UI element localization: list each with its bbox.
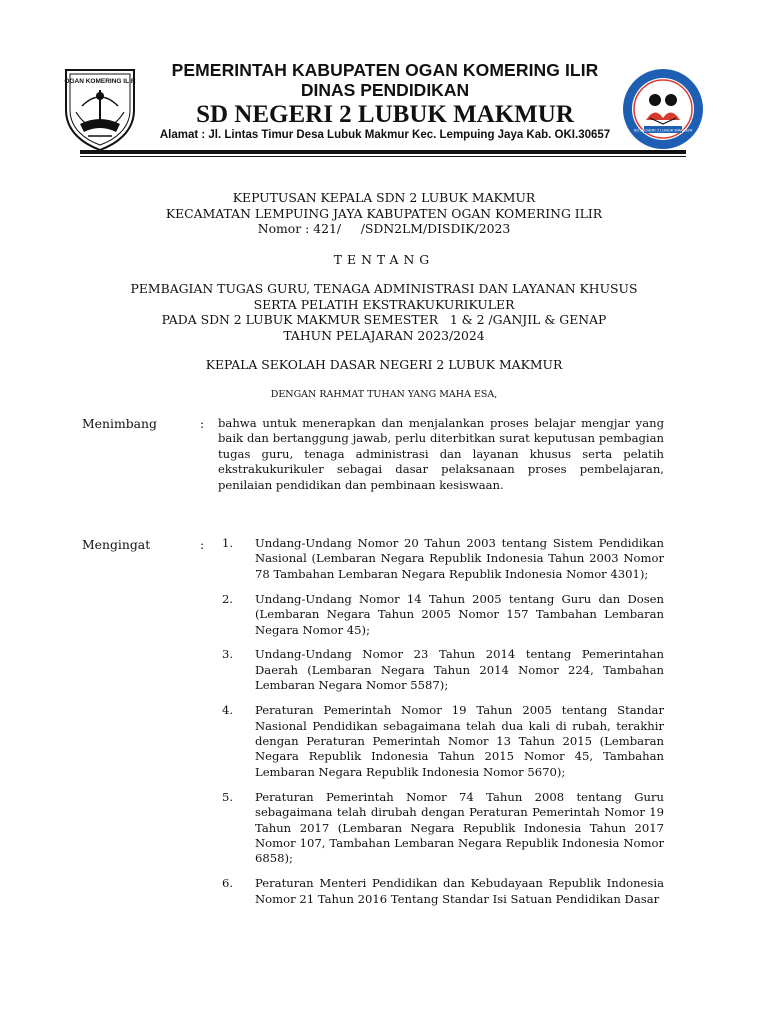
- list-item-text: Undang-Undang Nomor 14 Tahun 2005 tentang Guru dan Dosen (Lembaran Negara Tahun 2005 Nomor 157 Tambahan Lembaran Negara Nomor 45);: [255, 591, 664, 637]
- school-address: Alamat : Jl. Lintas Timur Desa Lubuk Makmur Kec. Lempuing Jaya Kab. OKI.30657: [159, 129, 611, 141]
- letterhead-rule-thin: [80, 156, 686, 157]
- svg-text:SD NEGERI 2 LUBUK MAKMUR: SD NEGERI 2 LUBUK MAKMUR: [633, 127, 693, 133]
- list-item-number: 4.: [222, 703, 234, 718]
- decree-title: [60, 190, 708, 237]
- list-item: [218, 876, 664, 907]
- government-name: PEMERINTAH KABUPATEN OGAN KOMERING ILIR: [171, 60, 599, 80]
- school-emblem-logo: [620, 66, 706, 152]
- mengingat-colon: :: [200, 537, 205, 552]
- list-item: [218, 592, 664, 638]
- letterhead: [0, 0, 768, 160]
- list-item-number: 5.: [222, 789, 234, 804]
- decree-subject-line4: TAHUN PELAJARAN 2023/2024: [283, 327, 485, 343]
- mengingat-list: [218, 536, 664, 917]
- list-item-number: 2.: [222, 591, 234, 606]
- headmaster-heading: KEPALA SEKOLAH DASAR NEGERI 2 LUBUK MAKMUR: [205, 357, 563, 372]
- blessing-line: DENGAN RAHMAT TUHAN YANG MAHA ESA,: [270, 389, 498, 400]
- list-item-number: 6.: [222, 876, 234, 891]
- decree-subject-line2: SERTA PELATIH EKSTRAKUKURIKULER: [253, 296, 515, 312]
- letterhead-rule-thick: [80, 150, 686, 154]
- menimbang-colon: :: [200, 416, 205, 431]
- list-item-number: 3.: [222, 647, 234, 662]
- svg-text:OGAN KOMERING ILIR: OGAN KOMERING ILIR: [64, 78, 136, 85]
- decree-title-line2: KECAMATAN LEMPUING JAYA KABUPATEN OGAN KOMERING ILIR: [165, 205, 603, 221]
- list-item-text: Undang-Undang Nomor 20 Tahun 2003 tentang Sistem Pendidikan Nasional (Lembaran Negara Republik Indonesia Tahun 2003 Nomor 78 Tambahan Lembaran Negara Republik Indonesia Nomor 4301);: [255, 536, 664, 581]
- regency-crest-logo: [60, 66, 140, 152]
- tentang-heading: TENTANG: [333, 252, 435, 267]
- department-name: DINAS PENDIDIKAN: [300, 80, 470, 100]
- school-name: SD NEGERI 2 LUBUK MAKMUR: [196, 101, 574, 128]
- menimbang-label: Menimbang: [82, 416, 157, 431]
- list-item-text: Undang-Undang Nomor 23 Tahun 2014 tentang Pemerintahan Daerah (Lembaran Negara Tahun 2014 Nomor 224, Tambahan Lembaran Negara Nomor 5587);: [255, 647, 664, 693]
- list-item: [218, 647, 664, 693]
- list-item-text: Peraturan Menteri Pendidikan dan Kebudayaan Republik Indonesia Nomor 21 Tahun 2016 Tentang Standar Isi Satuan Pendidikan Dasar: [255, 876, 664, 906]
- list-item-text: Peraturan Pemerintah Nomor 19 Tahun 2005 tentang Standar Nasional Pendidikan sebagaimana telah dua kali di rubah, terakhir dengan Peraturan Pemerintah Nomor 13 Tahun 2015 (Lembaran Negara Republik Indonesia Tahun 2015 Nomor 45, Tambahan Lembaran Negara Republik Indonesia Nomor 5670);: [255, 703, 664, 779]
- list-item: [218, 790, 664, 867]
- decree-number: Nomor : 421/ /SDN2LM/DISDIK/2023: [257, 221, 511, 236]
- decree-subject-line3: PADA SDN 2 LUBUK MAKMUR SEMESTER 1 & 2 /GANJIL & GENAP: [161, 312, 607, 327]
- decree-title-line1: KEPUTUSAN KEPALA SDN 2 LUBUK MAKMUR: [232, 190, 536, 205]
- decree-subject: [60, 281, 708, 343]
- list-item: [218, 536, 664, 582]
- decree-subject-line1: PEMBAGIAN TUGAS GURU, TENAGA ADMINISTRASI DAN LAYANAN KHUSUS: [130, 281, 638, 296]
- menimbang-text: bahwa untuk menerapkan dan menjalankan proses belajar mengjar yang baik dan bertanggung jawab, perlu diterbitkan surat keputusan pembagian tugas guru, tenaga administrasi dan layanan khusus serta pelatih ekstrakukurikuler sebagai dasar pelaksanaan proses pembelajaran, penilaian pendidikan dan pembinaan kesiswaan.: [218, 416, 664, 492]
- mengingat-label: Mengingat: [82, 537, 151, 552]
- list-item-number: 1.: [222, 536, 234, 550]
- list-item-text: Peraturan Pemerintah Nomor 74 Tahun 2008 tentang Guru sebagaimana telah dirubah dengan Peraturan Pemerintah Nomor 19 Tahun 2017 (Lembaran Negara Republik Indonesia Tahun 2017 Nomor 107, Tambahan Lembaran Negara Republik Indonesia Nomor 6858);: [255, 789, 664, 866]
- list-item: [218, 703, 664, 780]
